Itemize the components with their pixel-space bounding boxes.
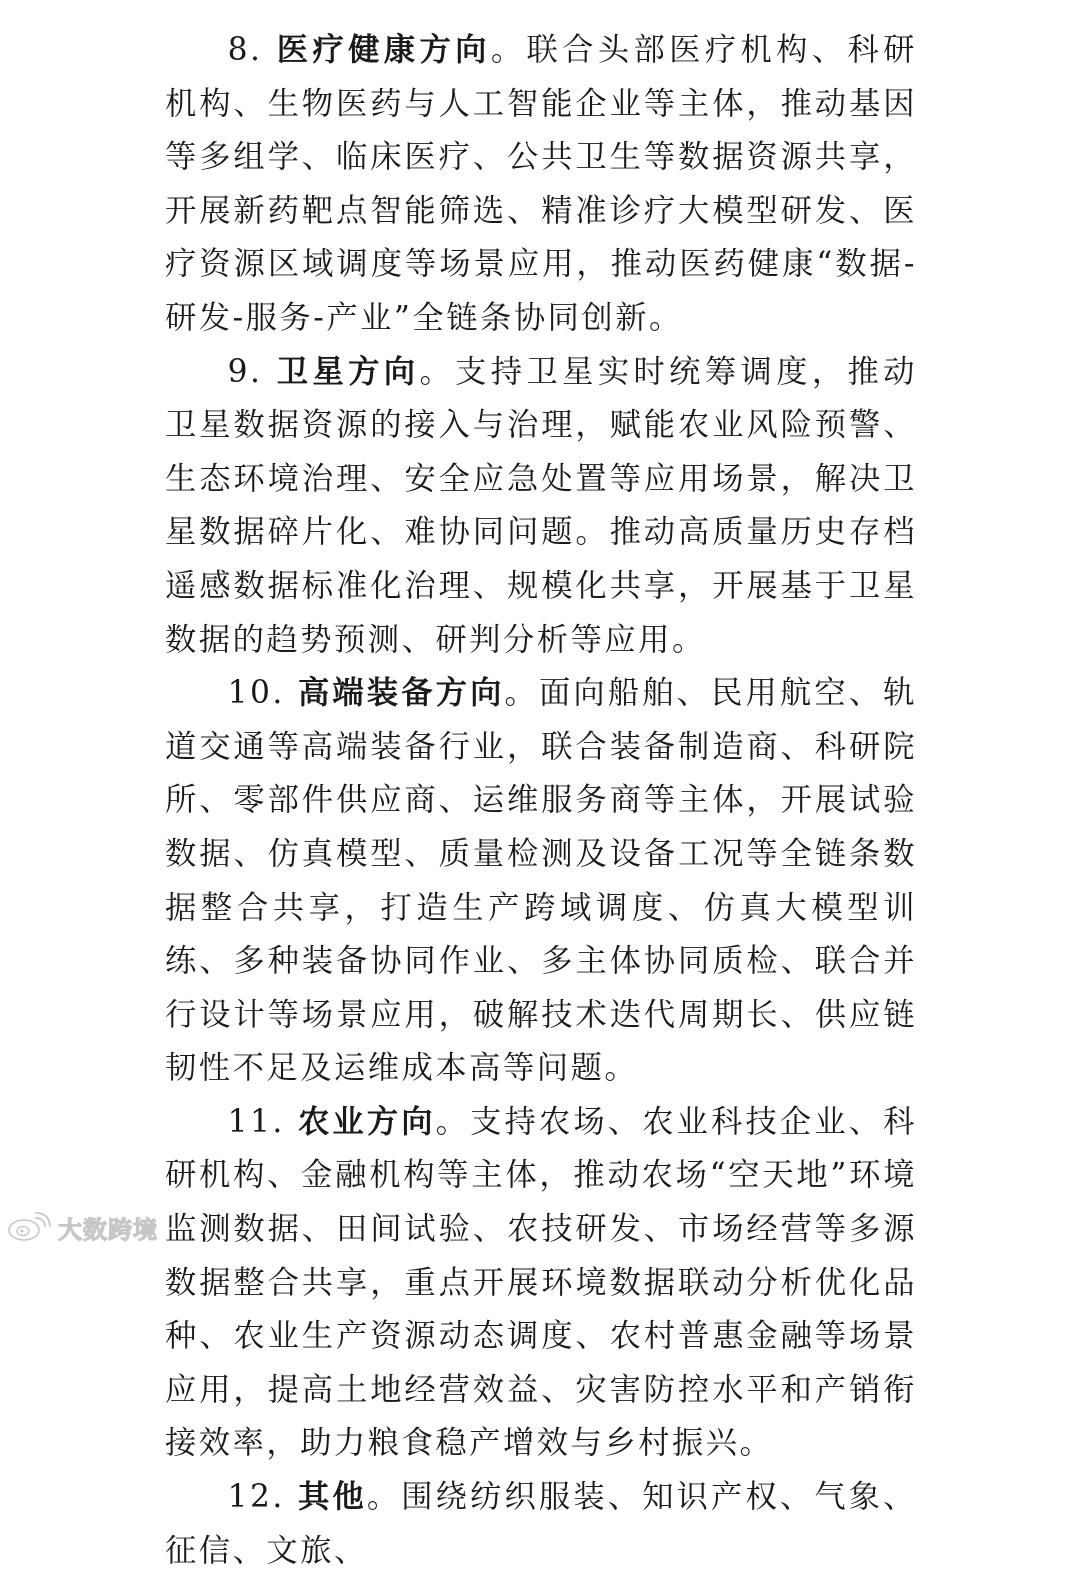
item-heading: 卫星方向	[276, 353, 420, 390]
item-body: 。面向船舶、民用航空、轨道交通等高端装备行业，联合装备制造商、科研院所、零部件供应商、运维服务商等主体，开展试验数据、仿真模型、质量检测及设备工况等全链条数据整合共享，打造生产跨域调度、仿真大模型训练、多种装备协同作业、多主体协同质检、联合并行设计等场景应用，破解技术迭代周期长、供应链韧性不足及运维成本高等问题。	[165, 675, 917, 1087]
item-number: 9.	[227, 353, 277, 390]
watermark-text: 大数跨境	[58, 1215, 158, 1244]
item-heading: 其他	[297, 1479, 367, 1516]
item-heading: 高端装备方向	[297, 675, 505, 712]
weibo-logo-icon	[6, 1212, 52, 1242]
item-body: 。围绕纺织服装、知识产权、气象、征信、文旅、	[165, 1479, 917, 1569]
paragraph-agriculture	[165, 1096, 917, 1471]
item-number: 12.	[227, 1479, 298, 1516]
paragraph-medical-health	[165, 24, 917, 346]
item-heading: 医疗健康方向	[276, 32, 491, 68]
item-body: 。支持卫星实时统筹调度，推动卫星数据资源的接入与治理，赋能农业风险预警、生态环境治理、安全应急处置等应用场景，解决卫星数据碎片化、难协同问题。推动高质量历史存档遥感数据标准化治理、规模化共享，开展基于卫星数据的趋势预测、研判分析等应用。	[165, 353, 917, 658]
paragraph-satellite	[165, 346, 917, 668]
item-number: 11.	[227, 1103, 298, 1140]
paragraph-other	[165, 1471, 917, 1578]
item-heading: 农业方向	[297, 1103, 436, 1140]
watermark	[6, 1210, 158, 1244]
item-body: 。联合头部医疗机构、科研机构、生物医药与人工智能企业等主体，推动基因等多组学、临床医疗、公共卫生等数据资源共享，开展新药靶点智能筛选、精准诊疗大模型研发、医疗资源区域调度等场景应用，推动医药健康“数据-研发-服务-产业”全链条协同创新。	[165, 32, 917, 336]
paragraph-high-end-equipment	[165, 667, 917, 1096]
item-number: 10.	[227, 675, 298, 712]
document-page	[165, 24, 917, 1578]
item-body: 。支持农场、农业科技企业、科研机构、金融机构等主体，推动农场“空天地”环境监测数据、田间试验、农技研发、市场经营等多源数据整合共享，重点开展环境数据联动分析优化品种、农业生产资源动态调度、农村普惠金融等场景应用，提高土地经营效益、灾害防控水平和产销衔接效率，助力粮食稳产增效与乡村振兴。	[165, 1103, 917, 1462]
item-number: 8.	[227, 32, 277, 68]
